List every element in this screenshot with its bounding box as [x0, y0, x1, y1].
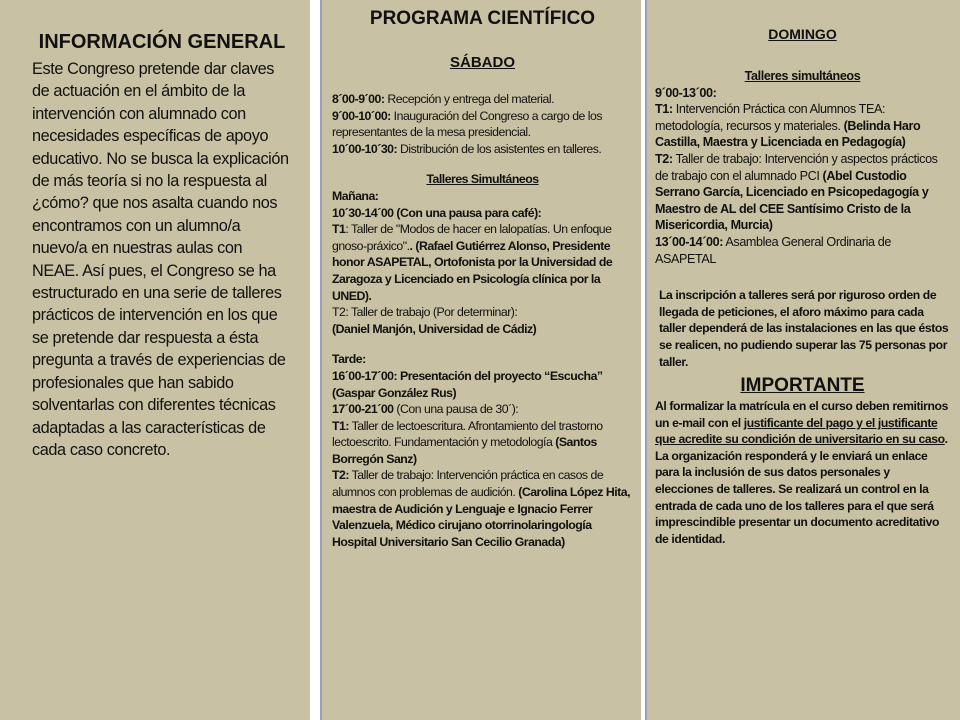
asamblea: 13´00-14´00: Asamblea General Ordinaria de ASAPETAL	[655, 234, 891, 266]
domingo-heading: DOMINGO	[768, 26, 837, 42]
taller-t1: T1: Taller de "Modos de hacer en lalopatías. Un enfoque gnoso-práxico".. (Rafael Gutiérrez Alonso, Presidente honor ASAPETAL, Ortofonista por la Universidad de Zaragoza y Licenciado en Psicología clínica por la UNED).	[332, 222, 613, 303]
domingo-t2: T2: Taller de trabajo: Intervención y aspectos prácticos de trabajo con el alumnado PCI (Abel Custodio Serrano García, Licenciado en Psicopedagogía y Maestro de AL del CEE Santísimo Cristo de la Misericordia, Murcia)	[655, 151, 938, 233]
important-heading: IMPORTANTE	[740, 375, 865, 397]
inscripcion-note: La inscripción a talleres será por riguroso orden de llegada de peticiones, el aforo máximo para cada taller dependerá de las instalaciones en las que éstos se realicen, no pudiendo superar las 75 personas por taller.	[659, 288, 949, 369]
sabado-heading: SÁBADO	[449, 54, 515, 71]
talleres-heading: Talleres Simultáneos	[426, 172, 539, 187]
programa-title: PROGRAMA CIENTÍFICO	[369, 8, 596, 29]
domingo-time: 9´00-13´00:	[655, 85, 717, 100]
tarde-t2: T2: Taller de trabajo: Intervención práctica en casos de alumnos con problemas de audición. (Carolina López Hita, maestra de Audición y Lenguaje e Ignacio Ferrer Valenzuela, Médico cirujano otorrinolaringología Hospital Universitario San Cecilio Granada)	[332, 468, 631, 549]
domingo-t1: T1: Intervención Práctica con Alumnos TEA: metodología, recursos y materiales. (Belinda Haro Castilla, Maestra y Licenciada en Pedagogía)	[655, 102, 921, 150]
taller-t2: T2: Taller de trabajo (Por determinar): (Daniel Manjón, Universidad de Cádiz)	[332, 305, 537, 336]
schedule-item: 10´00-10´30: Distribución de los asistentes en talleres.	[332, 141, 602, 156]
manana-label: Mañana:	[332, 188, 379, 203]
info-title: INFORMACIÓN GENERAL	[38, 31, 286, 53]
programa-panel	[322, 0, 641, 720]
schedule-item: 8´00-9´00: Recepción y entrega del material.	[332, 92, 555, 106]
info-panel	[0, 0, 310, 720]
tarde-presentacion: 16´00-17´00: Presentación del proyecto “Escucha” (Gaspar González Rus)	[332, 368, 603, 400]
domingo-panel	[647, 0, 960, 720]
important-body: Al formalizar la matrícula en el curso deben remitirnos un e-mail con el justificante del pago y el justificante que acredite su condición de universitario en su caso. La organización responderá y le enviará un enlace para la inclusión de sus datos personales y elecciones de talleres. Se realizará un control en la entrada de cada uno de los talleres para el que será imprescindible presentar un documento acreditativo de identidad.	[655, 399, 948, 546]
tarde-time: 17´00-21´00 (Con una pausa de 30´):	[332, 402, 519, 417]
schedule-item: 9´00-10´00: Inauguración del Congreso a cargo de los representantes de la mesa presidencial.	[332, 108, 603, 140]
manana-time: 10´30-14´00 (Con una pausa para café):	[332, 205, 542, 220]
tarde-label: Tarde:	[332, 352, 366, 367]
talleres-simultaneos-heading: Talleres simultáneos	[744, 69, 861, 83]
info-body: Este Congreso pretende dar claves de actuación en el ámbito de la intervención con alumnado con necesidades específicas de apoyo educativo. No se busca la explicación de más teoría si no la respuesta al ¿cómo? que nos asalta cuando nos encontramos con un alumno/a nuevo/a en nuestras aulas con NEAE. Así pues, el Congreso se ha estructurado en una serie de talleres prácticos de intervención en los que se pretende dar respuesta a ésta pregunta a través de experiencias de profesionales que han sabido solventarlas con diferentes técnicas adaptadas a las características de cada caso concreto.	[32, 60, 289, 459]
tarde-t1: T1: Taller de lectoescritura. Afrontamiento del trastorno lectoescrito. Fundamentación y metodología (Santos Borregón Sanz)	[332, 418, 603, 466]
